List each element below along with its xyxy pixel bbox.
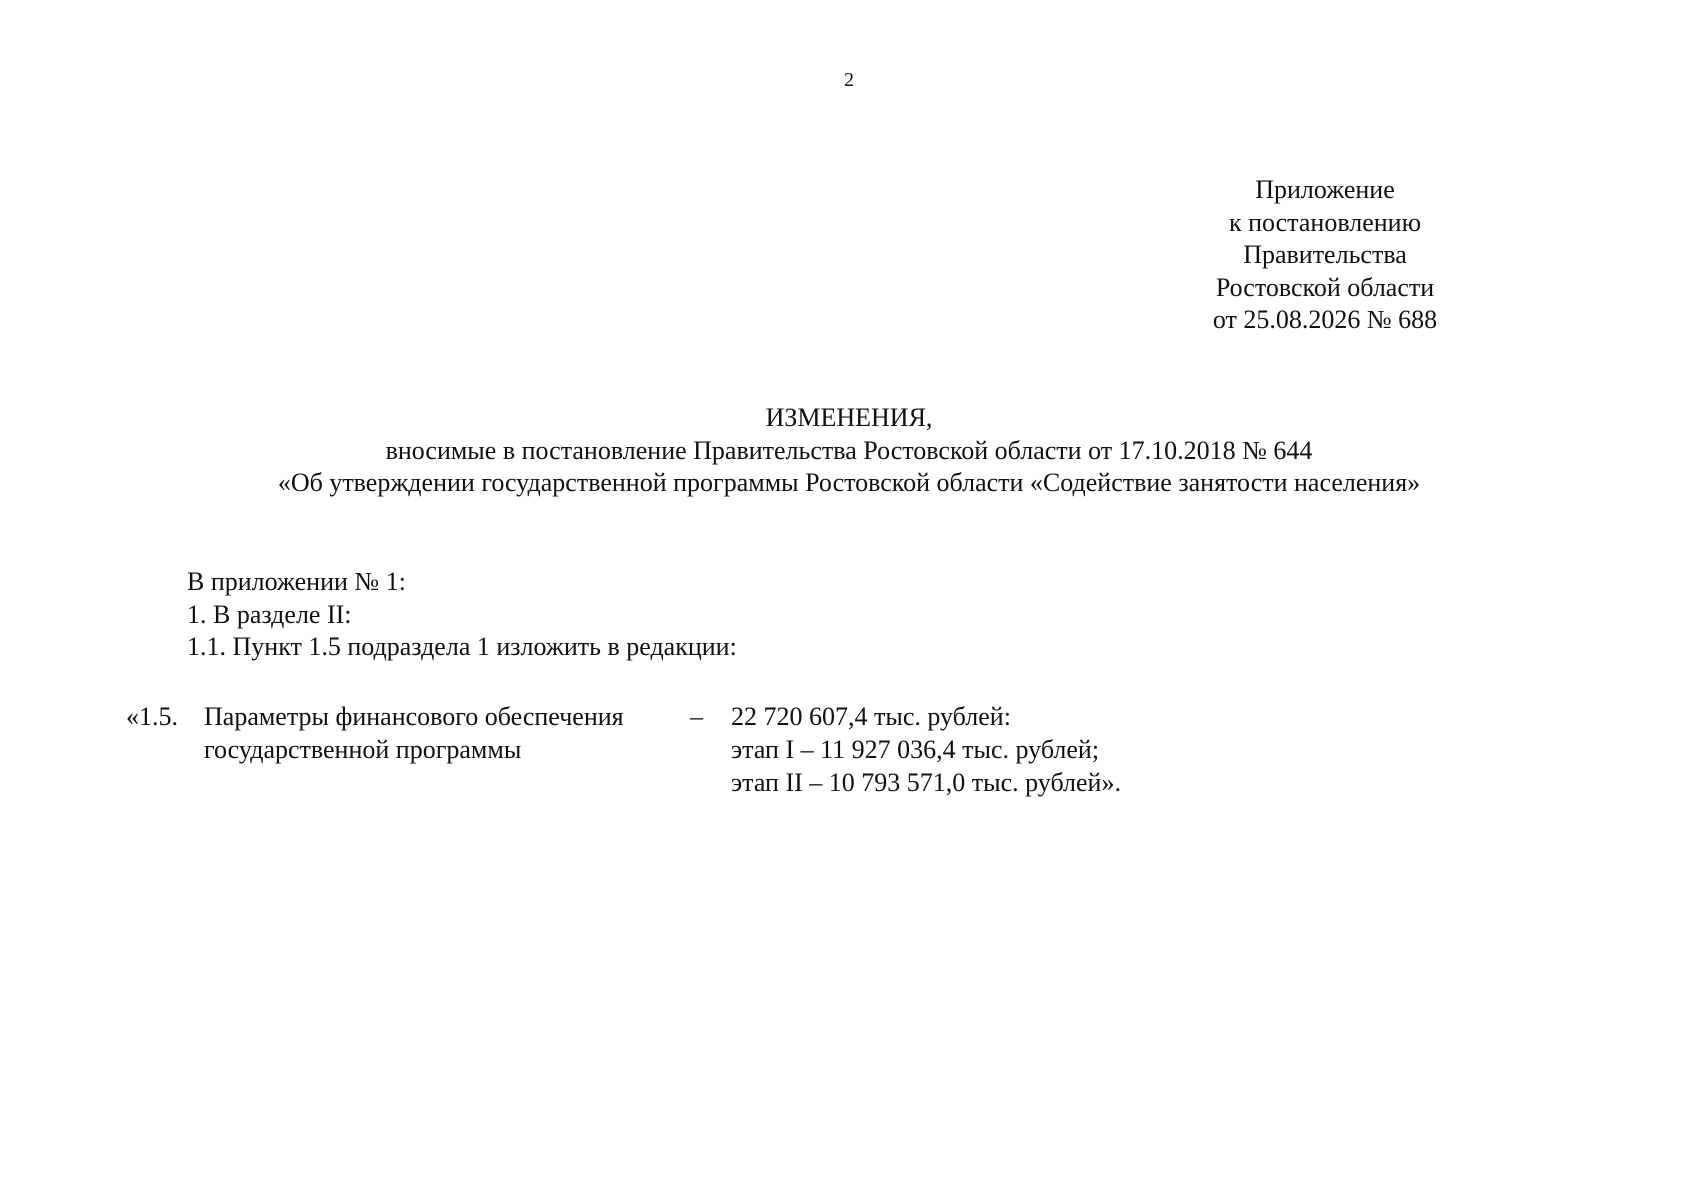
item-label-line: государственной программы: [204, 735, 522, 764]
item-label: [204, 700, 624, 766]
appendix-header: [1200, 174, 1450, 337]
body-line: 1.1. Пункт 1.5 подраздела 1 изложить в редакции:: [187, 632, 737, 661]
title-line: вносимые в постановление Правительства Ростовской области от 17.10.2018 № 644: [385, 435, 1313, 465]
item-value-line: этап I – 11 927 036,4 тыс. рублей;: [731, 735, 1100, 764]
item-dash: –: [690, 702, 703, 731]
appendix-line: к постановлению: [1228, 207, 1422, 237]
page-number: 2: [844, 69, 854, 91]
appendix-line: Ростовской области: [1215, 272, 1435, 302]
body-text: [187, 566, 737, 664]
appendix-line: от 25.08.2026 № 688: [1212, 305, 1438, 334]
appendix-line: Приложение: [1255, 175, 1395, 204]
item-number: «1.5.: [126, 702, 178, 731]
body-line: В приложении № 1:: [187, 567, 406, 596]
item-label-line: Параметры финансового обеспечения: [204, 702, 624, 731]
body-line: 1. В разделе II:: [187, 599, 352, 629]
document-title: [0, 402, 1698, 500]
item-value-line: 22 720 607,4 тыс. рублей:: [731, 702, 1011, 731]
item-value-line: этап II – 10 793 571,0 тыс. рублей».: [731, 768, 1121, 797]
title-heading: ИЗМЕНЕНИЯ,: [765, 403, 933, 432]
appendix-line: Правительства: [1243, 240, 1407, 269]
title-line: «Об утверждении государственной программы Ростовской области «Содействие занятости населения»: [277, 468, 1421, 497]
item-values: [731, 700, 1121, 799]
